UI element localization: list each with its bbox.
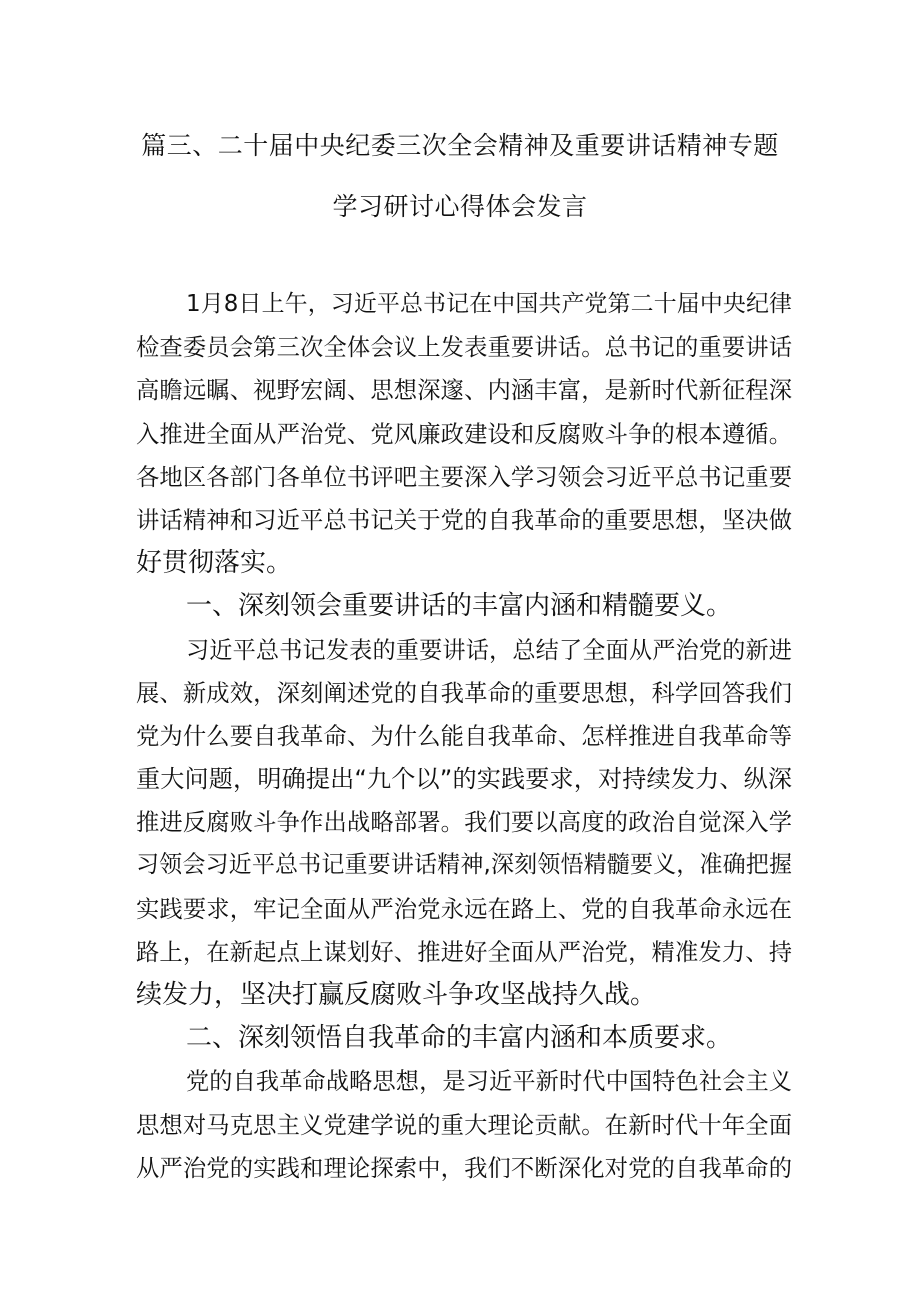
body-line: 党的自我革命战略思想，是习近平新时代中国特色社会主义	[186, 1068, 792, 1096]
body-line: 习领会习近平总书记重要讲话精神,深刻领悟精髓要义，准确把握	[136, 852, 792, 879]
body-line: 各地区各部门各单位书评吧主要深入学习领会习近平总书记重要	[136, 463, 792, 491]
body-line: 党为什么要自我革命、为什么能自我革命、怎样推进自我革命等	[136, 722, 792, 750]
body-line: 检查委员会第三次全体会议上发表重要讲话。总书记的重要讲话	[136, 334, 792, 362]
body-line: 习近平总书记发表的重要讲话，总结了全面从严治党的新进	[186, 636, 792, 664]
body-line: 高瞻远瞩、视野宏阔、思想深邃、内涵丰富，是新时代新征程深	[136, 377, 792, 405]
body-line: 推进反腐败斗争作出战略部署。我们要以高度的政治自觉深入学	[136, 809, 792, 837]
body-line: 实践要求，牢记全面从严治党永远在路上、党的自我革命永远在	[136, 895, 792, 923]
body-line: 好贯彻落实。	[136, 548, 293, 579]
document-title-line-1: 篇三、二十届中央纪委三次全会精神及重要讲话精神专题	[141, 131, 779, 160]
body-line: 从严治党的实践和理论探索中，我们不断深化对党的自我革命的	[136, 1154, 792, 1182]
body-line: 入推进全面从严治党、党风廉政建设和反腐败斗争的根本遵循。	[136, 420, 792, 448]
body-line: 重大问题，明确提出“九个以”的实践要求，对持续发力、纵深	[136, 765, 792, 794]
document-title-line-2: 学习研讨心得体会发言	[332, 192, 588, 221]
body-line: 续发力，坚决打赢反腐败斗争攻坚战持久战。	[136, 980, 657, 1010]
body-line: 讲话精神和习近平总书记关于党的自我革命的重要思想，坚决做	[136, 506, 792, 534]
section-heading: 一、深刻领会重要讲话的丰富内涵和精髓要义。	[186, 591, 733, 622]
body-line: 展、新成效，深刻阐述党的自我革命的重要思想，科学回答我们	[136, 679, 792, 707]
document-body	[136, 283, 792, 1190]
body-line: 1月8日上午，习近平总书记在中国共产党第二十届中央纪律	[186, 291, 792, 317]
body-line: 路上，在新起点上谋划好、推进好全面从严治党，精准发力、持	[136, 938, 792, 966]
body-line: 思想对马克思主义党建学说的重大理论贡献。在新时代十年全面	[136, 1111, 792, 1139]
section-heading: 二、深刻领悟自我革命的丰富内涵和本质要求。	[186, 1023, 733, 1054]
